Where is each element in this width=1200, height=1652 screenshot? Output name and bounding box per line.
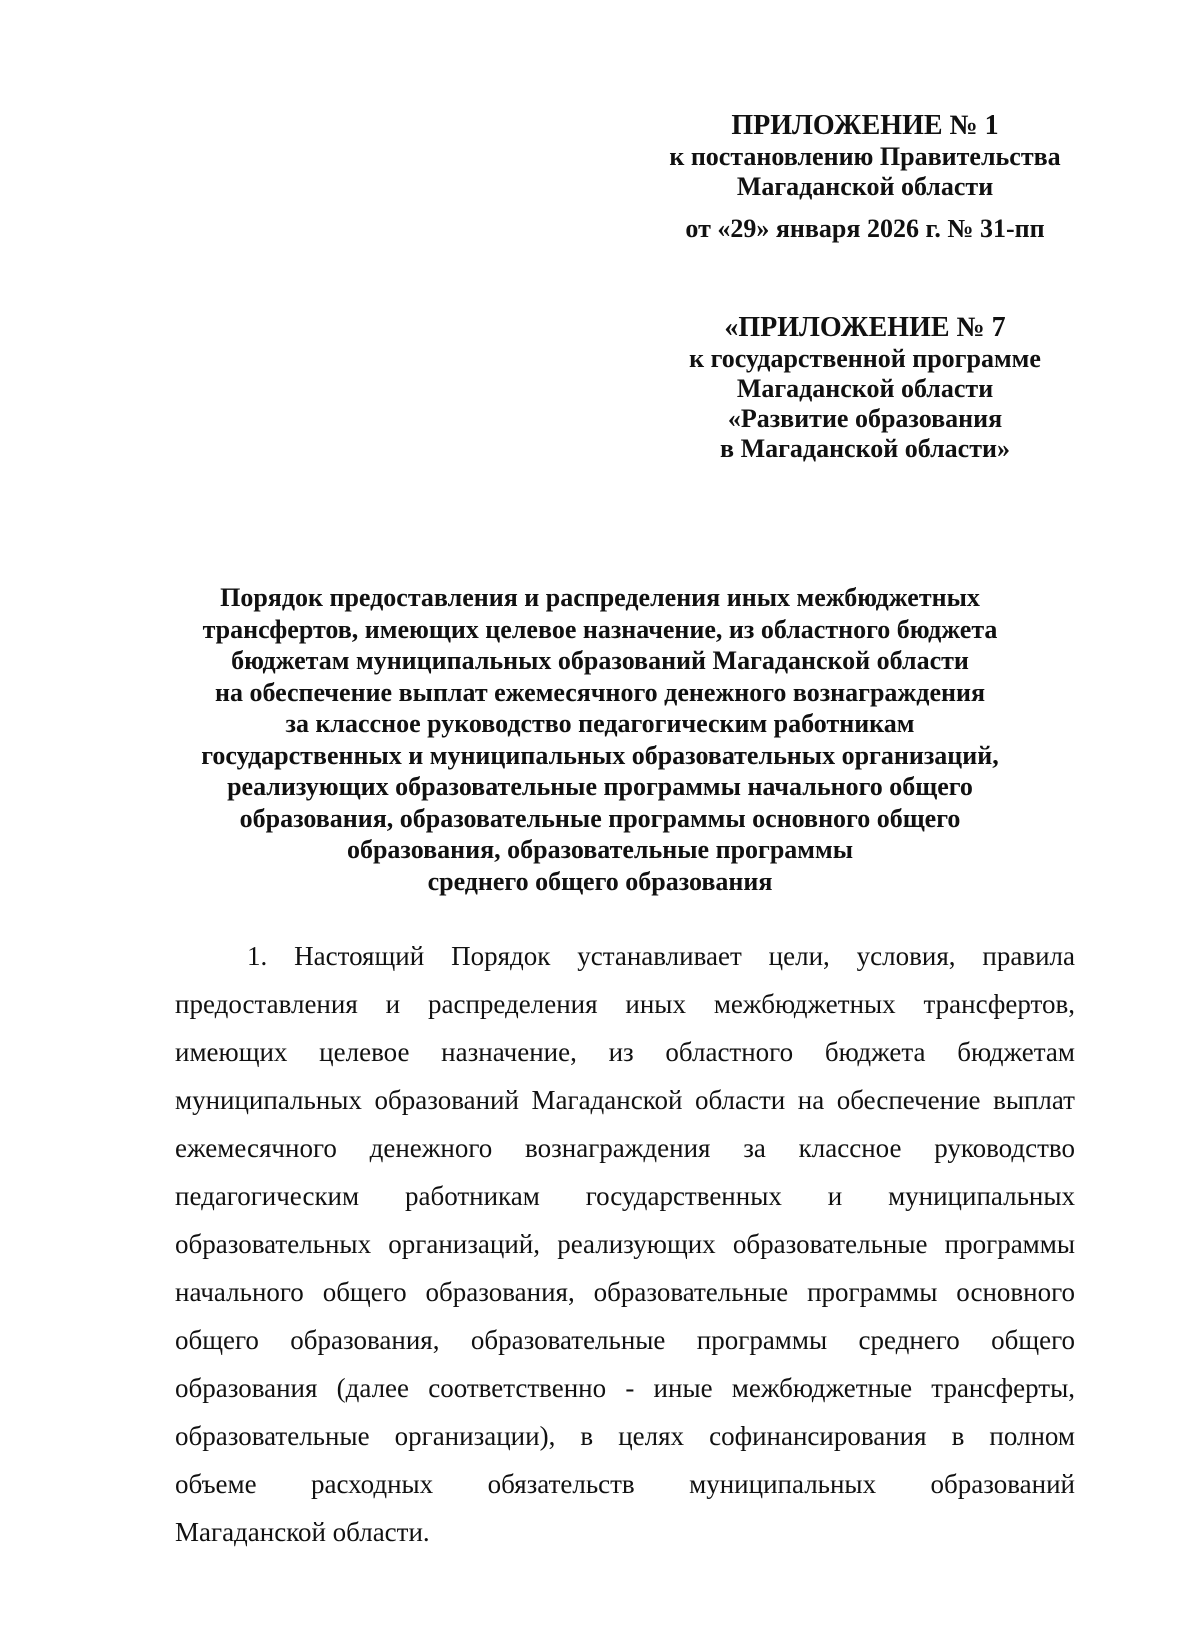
appendix-7-line: к государственной программе [689, 344, 1041, 373]
document-title-line: за классное руководство педагогическим работникам [285, 709, 915, 738]
appendix-1-header [640, 110, 1090, 244]
paragraph-line: имеющих целевое назначение, из областного бюджета бюджетам [175, 1037, 1075, 1067]
document-title-line: образования, образовательные программы [346, 835, 854, 864]
document-title-line: трансфертов, имеющих целевое назначение, из областного бюджета [202, 614, 998, 644]
document-title-line: Порядок предоставления и распределения иных межбюджетных [220, 583, 980, 612]
paragraph-line: образовательных организаций, реализующих образовательные программы [175, 1229, 1075, 1259]
paragraph-line: образовательные организации), в целях софинансирования в полном [175, 1421, 1075, 1451]
paragraph-line: начального общего образования, образовательные программы основного [175, 1277, 1075, 1307]
paragraph-line: образования (далее соответственно - иные межбюджетные трансферты, [175, 1373, 1075, 1403]
appendix-1-title: ПРИЛОЖЕНИЕ № 1 [731, 110, 999, 141]
document-title-line: среднего общего образования [427, 866, 773, 896]
paragraph-line: Магаданской области. [175, 1517, 430, 1547]
paragraph-line: ежемесячного денежного вознаграждения за классное руководство [175, 1133, 1075, 1163]
document-title-line: образования, образовательные программы основного общего [239, 803, 961, 833]
appendix-1-line: Магаданской области [736, 172, 994, 201]
paragraph-line: общего образования, образовательные программы среднего общего [175, 1325, 1075, 1355]
document-title-line: государственных и муниципальных образовательных организаций, [201, 740, 999, 770]
paragraph-line: муниципальных образований Магаданской области на обеспечение выплат [175, 1085, 1075, 1115]
appendix-7-line: в Магаданской области» [720, 434, 1010, 463]
paragraph-line: объеме расходных обязательств муниципальных образований [175, 1469, 1075, 1499]
appendix-1-date-line: от «29» января 2026 г. № 31-пп [685, 214, 1045, 243]
document-title-line: реализующих образовательные программы начального общего [227, 772, 973, 801]
appendix-1-line: к постановлению Правительства [669, 142, 1061, 171]
document-title [140, 582, 1060, 897]
appendix-7-line: «Развитие образования [727, 404, 1003, 433]
appendix-7-header [640, 312, 1090, 464]
appendix-7-title: «ПРИЛОЖЕНИЕ № 7 [724, 312, 1006, 343]
paragraph-line: предоставления и распределения иных межбюджетных трансфертов, [175, 989, 1075, 1019]
paragraph-1 [175, 932, 1075, 1556]
document-title-line: бюджетам муниципальных образований Магаданской области [231, 646, 969, 675]
paragraph-line: педагогическим работникам государственных и муниципальных [175, 1181, 1075, 1211]
paragraph-line: 1. Настоящий Порядок устанавливает цели, условия, правила [247, 941, 1075, 971]
appendix-7-line: Магаданской области [736, 374, 994, 403]
document-title-line: на обеспечение выплат ежемесячного денежного вознаграждения [214, 677, 986, 707]
